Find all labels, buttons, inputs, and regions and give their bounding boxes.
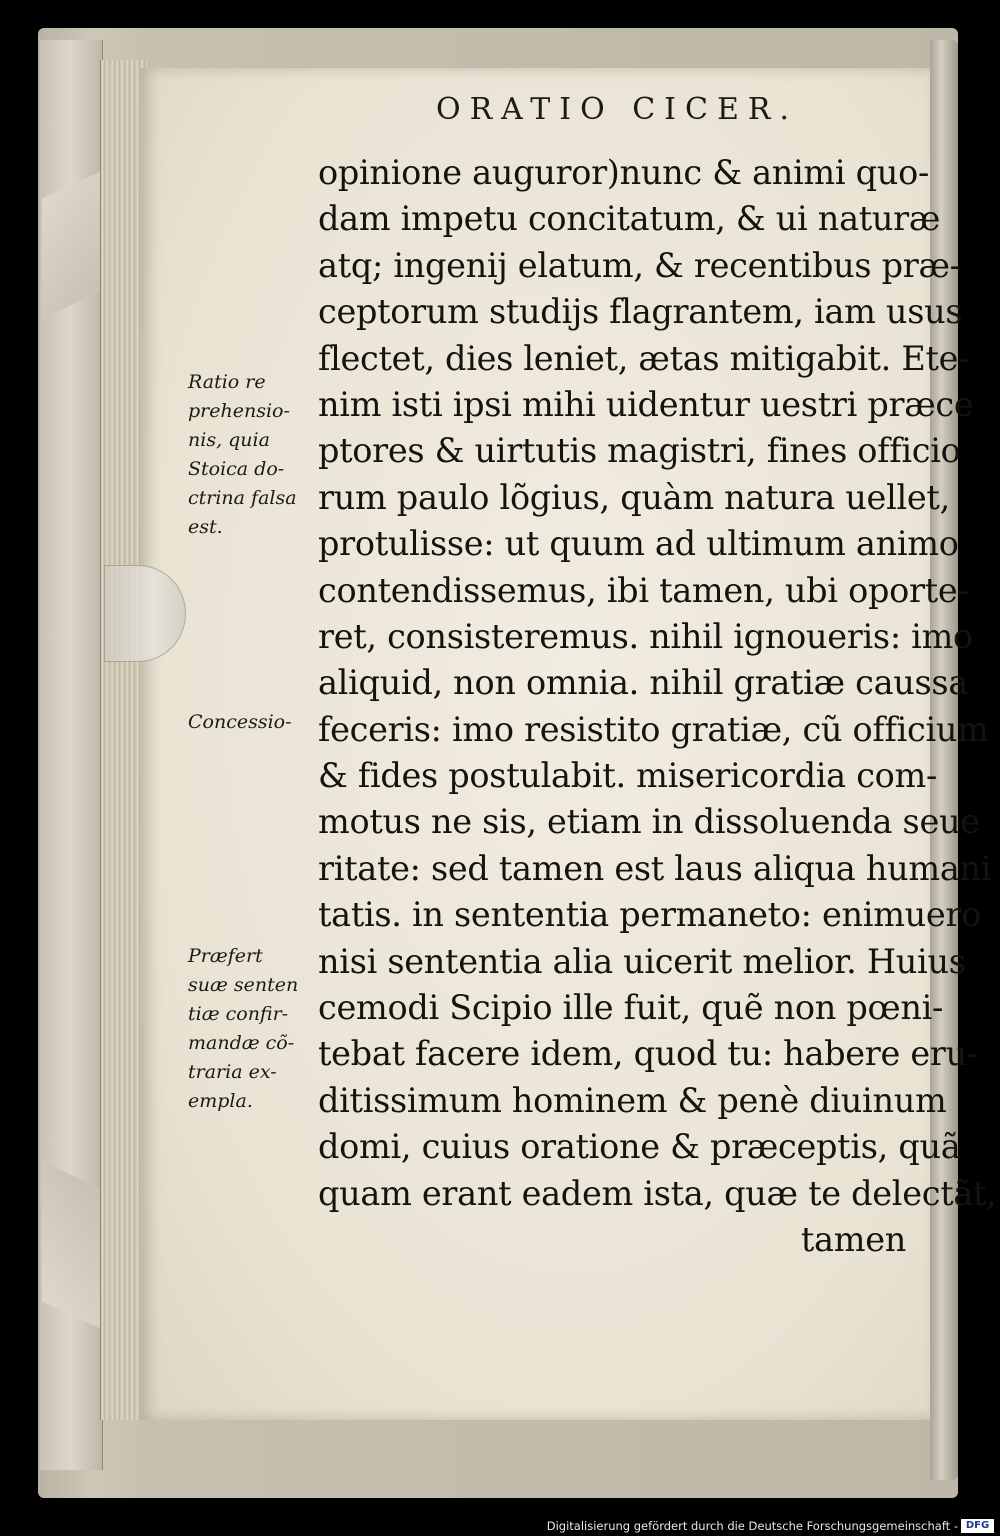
body-text [318, 150, 997, 1263]
text-line: ceptorum studijs flagrantem, iam usus [318, 292, 963, 332]
margin-note-line: est. [188, 516, 223, 538]
running-title: ORATIO CICER. [436, 92, 798, 127]
margin-note-line: traria ex- [188, 1061, 277, 1083]
text-line: feceris: imo resistito gratiæ, cũ officium [318, 709, 989, 749]
text-line: dam impetu concitatum, & ui naturæ [318, 199, 941, 239]
text-line: & fides postulabit. misericordia com- [318, 756, 938, 796]
margin-note-line: Ratio re [188, 371, 266, 393]
text-line: motus ne sis, etiam in dissoluenda seue [318, 802, 980, 842]
text-line: quam erant eadem ista, quæ te delectãt, [318, 1173, 997, 1213]
text-line: flectet, dies leniet, ætas mitigabit. Ete- [318, 338, 970, 378]
margin-note-line: mandæ cõ- [188, 1032, 295, 1054]
text-line: atq; ingenij elatum, & recentibus præ- [318, 245, 961, 285]
margin-note-line: suæ senten [188, 974, 299, 996]
catchword: tamen [800, 1219, 906, 1259]
text-line: opinione auguror)nunc & animi quo- [318, 153, 929, 192]
footer-credit: Digitalisierung gefördert durch die Deutsche Forschungsgemeinschaft - [546, 1519, 958, 1533]
margin-note-concessio [188, 708, 314, 737]
dfg-logo: DFG [961, 1519, 994, 1533]
text-line: nim isti ipsi mihi uidentur uestri præce [318, 384, 974, 424]
text-line: tebat facere idem, quod tu: habere eru- [318, 1034, 978, 1074]
text-line: ritate: sed tamen est laus aliqua humani [318, 848, 992, 888]
text-line: nisi sententia alia uicerit melior. Huius [318, 941, 966, 981]
margin-note-line: empla. [188, 1090, 253, 1112]
text-line: tatis. in sententia permaneto: enimuero [318, 895, 982, 935]
margin-note-line: Stoica do- [188, 458, 285, 480]
margin-note-line: prehensio- [188, 400, 290, 422]
margin-note-praefert [188, 942, 314, 1116]
text-line: ditissimum hominem & penè diuinum [318, 1080, 947, 1120]
margin-note-line: Concessio- [188, 711, 292, 733]
text-line: domi, cuius oratione & præceptis, quã [318, 1127, 961, 1167]
text-line: aliquid, non omnia. nihil gratiæ caussa [318, 663, 968, 703]
text-line: cemodi Scipio ille fuit, quẽ non pœni- [318, 988, 944, 1028]
margin-note-line: Præfert [188, 945, 263, 967]
margin-note-reprehensio [188, 368, 314, 542]
text-line: protulisse: ut quum ad ultimum animo [318, 524, 959, 564]
text-line: ptores & uirtutis magistri, fines officio [318, 431, 961, 471]
margin-note-line: ctrina falsa [188, 487, 297, 509]
text-line: contendissemus, ibi tamen, ubi oporte- [318, 570, 969, 610]
margin-note-line: nis, quia [188, 429, 270, 451]
text-line: ret, consisteremus. nihil ignoueris: imo [318, 616, 973, 656]
text-line: rum paulo lõgius, quàm natura uellet, [318, 477, 950, 517]
margin-note-line: tiæ confir- [188, 1003, 289, 1025]
